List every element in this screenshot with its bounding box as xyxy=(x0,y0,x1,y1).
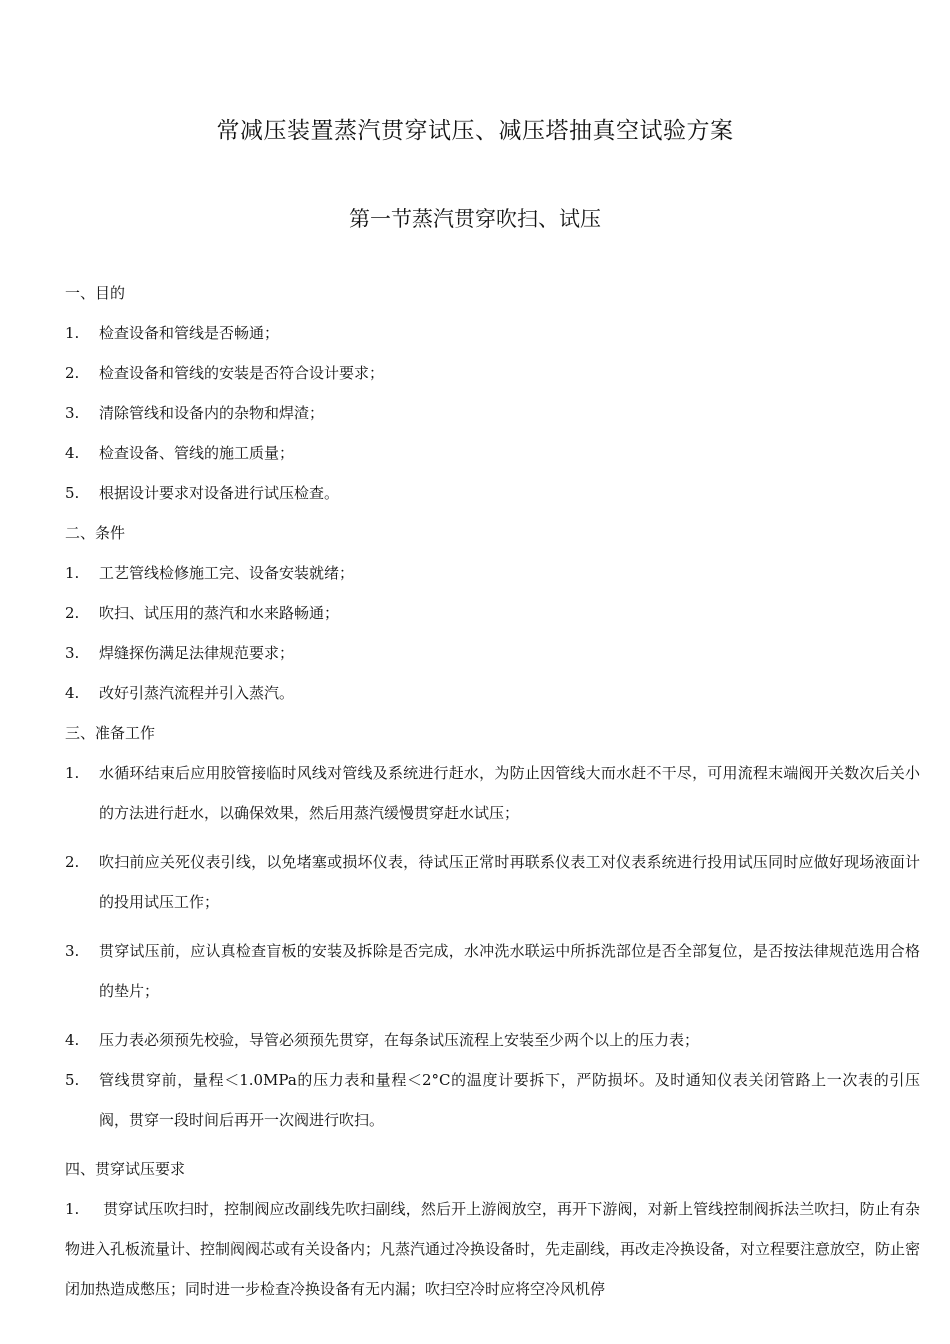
item-text: 检查设备和管线是否畅通； xyxy=(99,324,280,342)
item-number: 2. xyxy=(65,364,80,382)
conditions-heading: 二、条件 xyxy=(65,524,126,542)
item-number: 3. xyxy=(65,942,80,960)
item-number: 4. xyxy=(65,444,80,462)
item-number: 4. xyxy=(65,1031,80,1049)
requirements-heading: 四、贯穿试压要求 xyxy=(65,1160,186,1178)
purpose-heading: 一、目的 xyxy=(65,284,126,302)
item-number: 2. xyxy=(65,604,80,622)
item-number: 3. xyxy=(65,644,80,662)
list-item xyxy=(65,762,920,833)
list-item xyxy=(65,602,920,642)
item-text: 焊缝探伤满足法律规范要求； xyxy=(99,644,295,662)
item-number: 3. xyxy=(65,404,80,422)
list-item xyxy=(65,1189,920,1309)
item-number: 2. xyxy=(65,853,80,871)
item-number: 1. xyxy=(65,764,80,782)
list-item xyxy=(65,442,920,482)
item-number: 1. xyxy=(65,1200,80,1218)
preparation-heading: 三、准备工作 xyxy=(65,724,156,742)
list-item xyxy=(65,1069,920,1140)
document-title: 常减压装置蒸汽贯穿试压、减压塔抽真空试验方案 xyxy=(216,118,734,144)
item-number: 5. xyxy=(65,484,80,502)
item-text: 根据设计要求对设备进行试压检查。 xyxy=(99,484,340,502)
item-text: 检查设备和管线的安装是否符合设计要求； xyxy=(99,364,385,382)
item-text: 压力表必须预先校验，导管必须预先贯穿，在每条试压流程上安装至少两个以上的压力表； xyxy=(99,1031,700,1049)
item-text: 贯穿试压吹扫时，控制阀应改副线先吹扫副线，然后开上游阀放空，再开下游阀，对新上管线控制阀拆法兰吹扫，防止有杂物进入孔板流量计、控制阀阀芯或有关设备内；凡蒸汽通过冷换设备时，先走副线，再改走冷换设备，对立程要注意放空，防止密闭加热造成憋压；同时进一步检查冷换设备有无内漏；吹扫空冷时应将空冷风机停 xyxy=(65,1200,921,1298)
item-number: 5. xyxy=(65,1071,80,1089)
item-text: 改好引蒸汽流程并引入蒸汽。 xyxy=(99,684,295,702)
list-item xyxy=(65,642,920,682)
item-text: 工艺管线检修施工完、设备安装就绪； xyxy=(99,564,355,582)
list-item xyxy=(65,362,920,402)
list-item xyxy=(65,402,920,442)
item-text: 水循环结束后应用胶管接临时风线对管线及系统进行赶水，为防止因管线大而水赶不干尽，可用流程末端阀开关数次后关小的方法进行赶水，以确保效果，然后用蒸汽缓慢贯穿赶水试压； xyxy=(99,764,920,822)
list-item xyxy=(65,322,920,362)
list-item xyxy=(65,851,920,922)
item-number: 1. xyxy=(65,324,80,342)
list-item xyxy=(65,562,920,602)
section-title: 第一节蒸汽贯穿吹扫、试压 xyxy=(349,207,601,231)
item-text: 贯穿试压前，应认真检查盲板的安装及拆除是否完成，水冲洗水联运中所拆洗部位是否全部复位，是否按法律规范选用合格的垫片； xyxy=(99,942,920,1000)
item-text: 管线贯穿前，量程＜1.0MPa的压力表和量程＜2°C的温度计要拆下，严防损坏。及时通知仪表关闭管路上一次表的引压阀，贯穿一段时间后再开一次阀进行吹扫。 xyxy=(99,1071,920,1129)
item-number: 1. xyxy=(65,564,80,582)
item-text: 吹扫、试压用的蒸汽和水来路畅通； xyxy=(99,604,340,622)
item-text: 检查设备、管线的施工质量； xyxy=(99,444,295,462)
list-item xyxy=(65,940,920,1011)
item-number: 4. xyxy=(65,684,80,702)
item-text: 吹扫前应关死仪表引线，以免堵塞或损坏仪表，待试压正常时再联系仪表工对仪表系统进行投用试压同时应做好现场液面计的投用试压工作； xyxy=(99,853,920,911)
document-body xyxy=(65,282,920,1309)
list-item xyxy=(65,682,920,722)
list-item xyxy=(65,482,920,522)
item-text: 清除管线和设备内的杂物和焊渣； xyxy=(99,404,325,422)
